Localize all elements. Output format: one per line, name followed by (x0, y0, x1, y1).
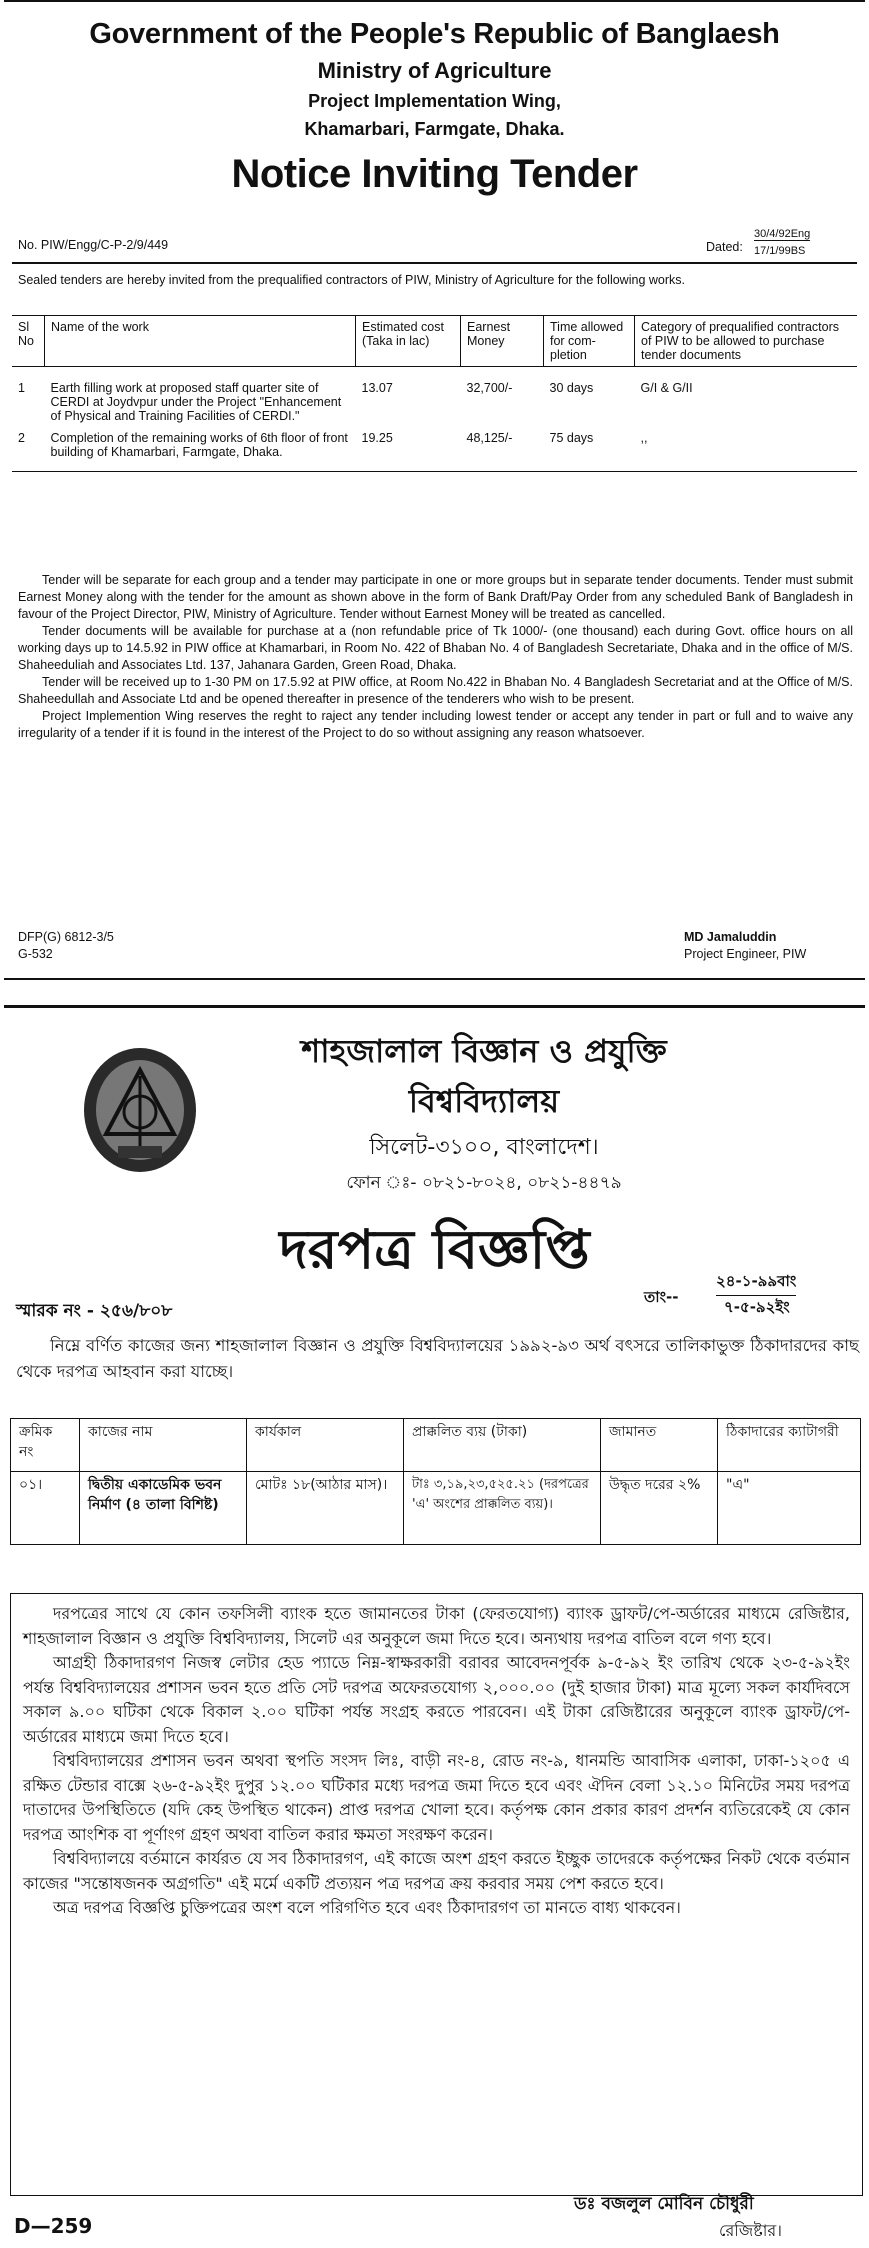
row-cost: 19.25 (361, 431, 393, 445)
works-table (12, 315, 857, 472)
registrar-title: রেজিষ্টার। (719, 2221, 782, 2240)
row-serial: ০১। (11, 1472, 80, 1545)
row-time: 75 days (549, 431, 594, 445)
row-cost: টাঃ ৩,১৯,২৩,৫২৫.২১ (দরপত্রের 'এ' অংশের প্রাক্কলিত ব্যয়)। (404, 1472, 601, 1545)
paragraph: আগ্রহী ঠিকাদারগণ নিজস্ব লেটার হেড প্যাডে নিম্ন-স্বাক্ষরকারী বরাবর আবেদনপূর্বক ৯-৫-৯২ ইং তারিখ থেকে ২৩-৫-৯২ইং পর্যন্ত বিশ্ববিদ্যালয়ের প্রশাসন ভবন হতে প্রতি সেট দরপত্র অফেরতযোগ্য ২,০০০.০০ (দুই হাজার টাকা) মাত্র মূল্যে সকল কার্যদিবসে সকাল ৯.০০ ঘটিকা থেকে বিকাল ২.০০ ঘটিকা পর্যন্ত সংগ্রহ করতে পারবেন। এই টাকা রেজিষ্টারের অনুকূলে ব্যাংক ড্রাফট/পে-অর্ডারের মাধ্যমে জমা দিতে হবে। (23, 1653, 850, 1746)
header-sl: Sl No (12, 316, 45, 367)
row-sl: 2 (18, 431, 25, 445)
table-row (12, 427, 857, 471)
row-cost: 13.07 (361, 381, 393, 395)
registrar-name: ডঃ বজলুল মোবিন চৌধুরী (574, 2194, 754, 2214)
row-work: Completion of the remaining works of 6th floor of front building of Khamarbari, Farmgate, Dhaka. (50, 431, 348, 459)
header-work: কাজের নাম (80, 1419, 247, 1472)
intro-text: নিম্নে বর্ণিত কাজের জন্য শাহজালাল বিজ্ঞান ও প্রযুক্তি বিশ্ববিদ্যালয়ের ১৯৯২-৯৩ অর্থ বৎসরে তালিকাভুক্ত ঠিকাদারদের কাছ থেকে দরপত্র আহবান করা যাচ্ছে। (16, 1336, 859, 1381)
notice-1 (4, 0, 865, 985)
paragraph: বিশ্ববিদ্যালয়ের প্রশাসন ভবন অথবা স্থপতি সংসদ লিঃ, বাড়ী নং-৪, রোড নং-৯, ধানমন্ডি আবাসিক এলাকা, ঢাকা-১২০৫ এ রক্ষিত টেন্ডার বাক্সে ২৬-৫-৯২ইং দুপুর ১২.০০ ঘটিকার মধ্যে দরপত্র জমা দিতে হবে এবং ঐদিন বেলা ১২.১০ মিনিটের সময় দরপত্র দাতাদের উপস্থিতিতে (যদি কেহ উপস্থিত থাকেন) প্রাপ্ত দরপত্র খোলা হবে। কর্তৃপক্ষ কোন প্রকার কারণ প্রদর্শন ব্যতিরেকেই যে কোন দরপত্র আংশিক বা পূর্ণাংগ গ্রহণ অথবা বাতিল করার ক্ষমতা সংরক্ষণ করেন। (23, 1751, 850, 1844)
wing-heading: Project Implementation Wing, (308, 91, 561, 111)
notice-title: Notice Inviting Tender (231, 152, 638, 196)
row-category: "এ" (718, 1472, 861, 1545)
table-row (11, 1472, 861, 1545)
header-serial: ক্রমিক নং (11, 1419, 80, 1472)
row-sl: 1 (18, 381, 25, 395)
university-emblem (82, 1046, 198, 1174)
intro-text: Sealed tenders are hereby invited from the prequalified contractors of PIW, Ministry of Agriculture for the following works. (18, 273, 685, 287)
memo-number: স্মারক নং - ২৫৬/৮০৮ (16, 1301, 173, 1321)
university-phone: ফোন ঃ- ০৮২১-৮০২৪, ০৮২১-৪৪৭৯ (346, 1173, 622, 1193)
signatory-title: Project Engineer, PIW (684, 947, 807, 961)
terms-body (18, 572, 853, 742)
row-category: ,, (640, 431, 648, 445)
row-security: উদ্ধৃত দরের ২% (601, 1472, 718, 1545)
row-work: দ্বিতীয় একাডেমিক ভবন নির্মাণ (৪ তালা বিশিষ্ট) (80, 1472, 247, 1545)
notice-2 (4, 1005, 865, 2248)
header-earnest: Earnest Money (461, 316, 544, 367)
paragraph: বিশ্ববিদ্যালয়ে বর্তমানে কার্যরত যে সব ঠিকাদারগণ, এই কাজে অংশ গ্রহণ করতে ইচ্ছুক তাদেরকে কর্তৃপক্ষের নিকট থেকে বর্তমান কাজের "সন্তোষজনক অগ্রগতি" এই মর্মে একটি প্রত্যয়ন পত্র দরপত্র ক্রয় করবার সময় পেশ করতে হবে। (23, 1849, 850, 1893)
row-category: G/I & G/II (640, 381, 693, 395)
university-name-line-2: বিশ্ববিদ্যালয় (408, 1082, 560, 1120)
dated-value-1: 30/4/92Eng (754, 228, 811, 240)
header-duration: কার্যকাল (247, 1419, 404, 1472)
header-category: Category of prequalified contractors of PIW to be allowed to purchase tender documents (641, 320, 840, 362)
ad-code: D—259 (14, 2214, 93, 2238)
header-cost: Estimated cost (Taka in lac) (356, 316, 461, 367)
row-earnest: 32,700/- (466, 381, 513, 395)
government-heading: Government of the People's Republic of Banglaesh (89, 18, 780, 50)
table-header-row (11, 1419, 861, 1472)
row-time: 30 days (549, 381, 594, 395)
row-duration: মোটঃ ১৮(আঠার মাস)। (247, 1472, 404, 1545)
signatory-name: MD Jamaluddin (684, 930, 777, 944)
row-work: Earth filling work at proposed staff quarter site of CERDI at Joydvpur under the Project "Enhancement of Physical and Training Facilities of CERDI." (50, 381, 342, 423)
reference-number: No. PIW/Engg/C-P-2/9/449 (18, 238, 169, 252)
paragraph: Tender will be received up to 1-30 PM on 17.5.92 at PIW office, at Room No.422 in Bhaban No. 4 Bangladesh Secretariat and at the Office of M/S. Shaheedullah and Associate Ltd and be opened thereafter in presence of the tenderers who wish to be present. (18, 675, 853, 706)
dfp-code: DFP(G) 6812-3/5 (18, 930, 114, 944)
university-city: সিলেট-৩১০০, বাংলাদেশ। (369, 1135, 599, 1160)
header-category: ঠিকাদারের ক্যাটাগরী (718, 1419, 861, 1472)
paragraph: Project Implemention Wing reserves the reght to raject any tender including lowest tender or accept any tender in part or full and to waive any irregularity of a tender if it is found in the interest of the Project to do so without assigning any reason whatsoever. (18, 709, 853, 740)
address-heading: Khamarbari, Farmgate, Dhaka. (304, 119, 565, 139)
table-header-row (12, 316, 857, 367)
header-cost: প্রাক্কলিত ব্যয় (টাকা) (404, 1419, 601, 1472)
tender-notice-title: দরপত্র বিজ্ঞপ্তি (279, 1218, 590, 1281)
header-security: জামানত (601, 1419, 718, 1472)
conditions-box (10, 1593, 863, 2196)
g-code: G-532 (18, 947, 53, 961)
header-work: Name of the work (45, 316, 356, 367)
paragraph: অত্র দরপত্র বিজ্ঞপ্তি চুক্তিপত্রের অংশ বলে পরিগণিত হবে এবং ঠিকাদারগণ তা মানতে বাধ্য থাকবেন। (53, 1898, 681, 1917)
paragraph: দরপত্রের সাথে যে কোন তফসিলী ব্যাংক হতে জামানতের টাকা (ফেরতযোগ্য) ব্যাংক ড্রাফট/পে-অর্ডারের মাধ্যমে রেজিষ্টার, শাহজালাল বিজ্ঞান ও প্রযুক্তি বিশ্ববিদ্যালয়, সিলেট এর অনুকূলে জমা দিতে হবে। অন্যথায় দরপত্র বাতিল বলে গণ্য হবে। (23, 1604, 850, 1648)
header-time: Time allowed for com-pletion (544, 316, 635, 367)
date-value-2: ৭-৫-৯২ইং (724, 1298, 790, 1316)
paragraph: Tender documents will be available for purchase at a (non refundable price of Tk 1000/- (one thousand) each during Govt. office hours on all working days up to 14.5.92 in PIW office at Khamarbari, in Room No. 422 of Bhaban No. 4 of Bangladesh Secretariate, Dhaka and in the office of M/S. Shaheeduliah and Associates Ltd. 137, Jahanara Garden, Green Road, Dhaka. (18, 624, 853, 672)
date-label: তাং-- (644, 1288, 679, 1306)
ministry-heading: Ministry of Agriculture (317, 58, 552, 83)
date-value-1: ২৪-১-৯৯বাং (716, 1270, 796, 1296)
date-block (644, 1270, 859, 1326)
university-name-line-1: শাহজালাল বিজ্ঞান ও প্রযুক্তি (301, 1032, 667, 1070)
paragraph: Tender will be separate for each group and a tender may participate in one or more groups but in separate tender documents. Tender must submit Earnest Money along with the tender for the amount as shown above in the form of Bank Draft/Pay Order from any scheduled Bank of Bangladesh in favour of the Project Director, PIW, Ministry of Agriculture. Tender without Earnest Money will be treated as cancelled. (18, 573, 853, 621)
dated-value-2: 17/1/99BS (754, 245, 806, 257)
dated-label: Dated: (706, 240, 743, 254)
table-row (12, 367, 857, 428)
row-earnest: 48,125/- (466, 431, 513, 445)
works-table (10, 1418, 861, 1545)
